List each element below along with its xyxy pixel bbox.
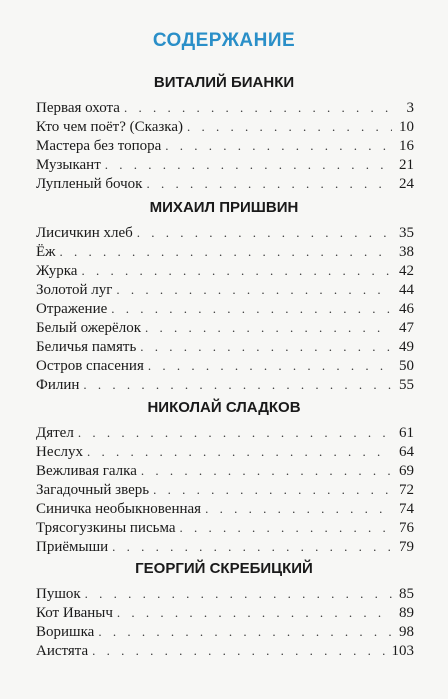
section-author: НИКОЛАЙ СЛАДКОВ — [147, 399, 301, 416]
dot-leader — [153, 480, 392, 499]
entry-page: 79 — [399, 539, 414, 555]
entry-title: Белый ожерёлок — [36, 320, 141, 336]
entry-title: Филин — [36, 377, 80, 393]
dot-leader — [78, 423, 392, 442]
entry-title: Мастера без топора — [36, 138, 162, 154]
dot-leader — [60, 242, 392, 261]
entry-title: Ёж — [36, 244, 56, 260]
toc-entry[interactable] — [36, 622, 414, 641]
entry-title: Золотой луг — [36, 282, 113, 298]
entry-page: 50 — [399, 358, 414, 374]
toc-entry[interactable] — [36, 174, 414, 193]
toc-entry[interactable] — [36, 155, 414, 174]
entry-title: Дятел — [36, 425, 74, 441]
dot-leader — [140, 337, 392, 356]
entry-page: 44 — [399, 282, 414, 298]
toc-entry[interactable] — [36, 423, 414, 442]
entry-page: 76 — [399, 520, 414, 536]
entry-page: 103 — [391, 643, 414, 659]
entry-page: 74 — [399, 501, 414, 517]
toc-entry[interactable] — [36, 518, 414, 537]
dot-leader — [105, 155, 392, 174]
entry-title: Журка — [36, 263, 78, 279]
entry-page: 69 — [399, 463, 414, 479]
entry-page: 47 — [399, 320, 414, 336]
entry-page: 64 — [399, 444, 414, 460]
dot-leader — [81, 261, 392, 280]
toc-entry[interactable] — [36, 136, 414, 155]
section-sladkov — [0, 397, 448, 556]
dot-leader — [165, 136, 392, 155]
entry-page: 85 — [399, 586, 414, 602]
dot-leader — [83, 375, 392, 394]
dot-leader — [145, 318, 392, 337]
dot-leader — [137, 223, 392, 242]
toc-entry[interactable] — [36, 299, 414, 318]
section-prishvin — [0, 197, 448, 394]
entry-title: Приёмыши — [36, 539, 109, 555]
dot-leader — [98, 622, 392, 641]
entry-page: 72 — [399, 482, 414, 498]
entry-page: 42 — [399, 263, 414, 279]
dot-leader — [85, 584, 392, 603]
entry-title: Загадочный зверь — [36, 482, 150, 498]
toc-entry[interactable] — [36, 337, 414, 356]
section-author: ВИТАЛИЙ БИАНКИ — [153, 74, 295, 91]
entry-title: Музыкант — [36, 157, 101, 173]
entry-page: 24 — [399, 176, 414, 192]
entry-title: Беличья память — [36, 339, 137, 355]
toc-entry[interactable] — [36, 280, 414, 299]
toc-entry[interactable] — [36, 98, 414, 117]
toc-entry[interactable] — [36, 375, 414, 394]
dot-leader — [205, 499, 392, 518]
toc-entry[interactable] — [36, 584, 414, 603]
entry-title: Пушок — [36, 586, 81, 602]
entry-title: Кто чем поёт? (Сказка) — [36, 119, 183, 135]
toc-entry[interactable] — [36, 356, 414, 375]
dot-leader — [117, 603, 392, 622]
toc-entry[interactable] — [36, 261, 414, 280]
entry-title: Синичка необыкновенная — [36, 501, 202, 517]
entry-title: Первая охота — [36, 100, 120, 116]
toc-entry[interactable] — [36, 603, 414, 622]
entry-title: Кот Иваныч — [36, 605, 113, 621]
entry-title: Лисичкин хлеб — [36, 225, 133, 241]
entry-title: Остров спасения — [36, 358, 144, 374]
entry-page: 49 — [399, 339, 414, 355]
toc-entry[interactable] — [36, 223, 414, 242]
section-author: ГЕОРГИЙ СКРЕБИЦКИЙ — [135, 560, 313, 577]
dot-leader — [187, 117, 392, 136]
dot-leader — [141, 461, 392, 480]
toc-entry[interactable] — [36, 117, 414, 136]
entry-page: 61 — [399, 425, 414, 441]
dot-leader — [87, 442, 392, 461]
entry-page: 10 — [399, 119, 414, 135]
entry-title: Воришка — [36, 624, 95, 640]
dot-leader — [111, 299, 392, 318]
entry-page: 3 — [406, 100, 414, 116]
entry-title: Вежливая галка — [36, 463, 137, 479]
entry-title: Неслух — [36, 444, 84, 460]
entry-page: 55 — [399, 377, 414, 393]
dot-leader — [180, 518, 393, 537]
dot-leader — [116, 280, 392, 299]
entry-page: 46 — [399, 301, 414, 317]
dot-leader — [112, 537, 392, 556]
section-author: МИХАИЛ ПРИШВИН — [149, 199, 299, 216]
entry-title: Аистята — [36, 643, 89, 659]
toc-entry[interactable] — [36, 318, 414, 337]
toc-entry[interactable] — [36, 242, 414, 261]
section-bianki — [0, 72, 448, 193]
toc-entry[interactable] — [36, 641, 414, 660]
entry-page: 21 — [399, 157, 414, 173]
dot-leader — [124, 98, 392, 117]
entry-title: Отражение — [36, 301, 108, 317]
entry-page: 89 — [399, 605, 414, 621]
dot-leader — [146, 174, 392, 193]
page-title: СОДЕРЖАНИЕ — [152, 30, 296, 51]
entry-page: 16 — [399, 138, 414, 154]
entry-title: Лупленый бочок — [36, 176, 143, 192]
entry-page: 38 — [399, 244, 414, 260]
entry-page: 35 — [399, 225, 414, 241]
entry-title: Трясогузкины письма — [36, 520, 176, 536]
section-skrebitsky — [0, 558, 448, 660]
toc-entry[interactable] — [36, 461, 414, 480]
dot-leader — [92, 641, 387, 660]
toc-entry[interactable] — [36, 499, 414, 518]
toc-entry[interactable] — [36, 480, 414, 499]
entry-page: 98 — [399, 624, 414, 640]
dot-leader — [148, 356, 392, 375]
toc-entry[interactable] — [36, 537, 414, 556]
toc-entry[interactable] — [36, 442, 414, 461]
